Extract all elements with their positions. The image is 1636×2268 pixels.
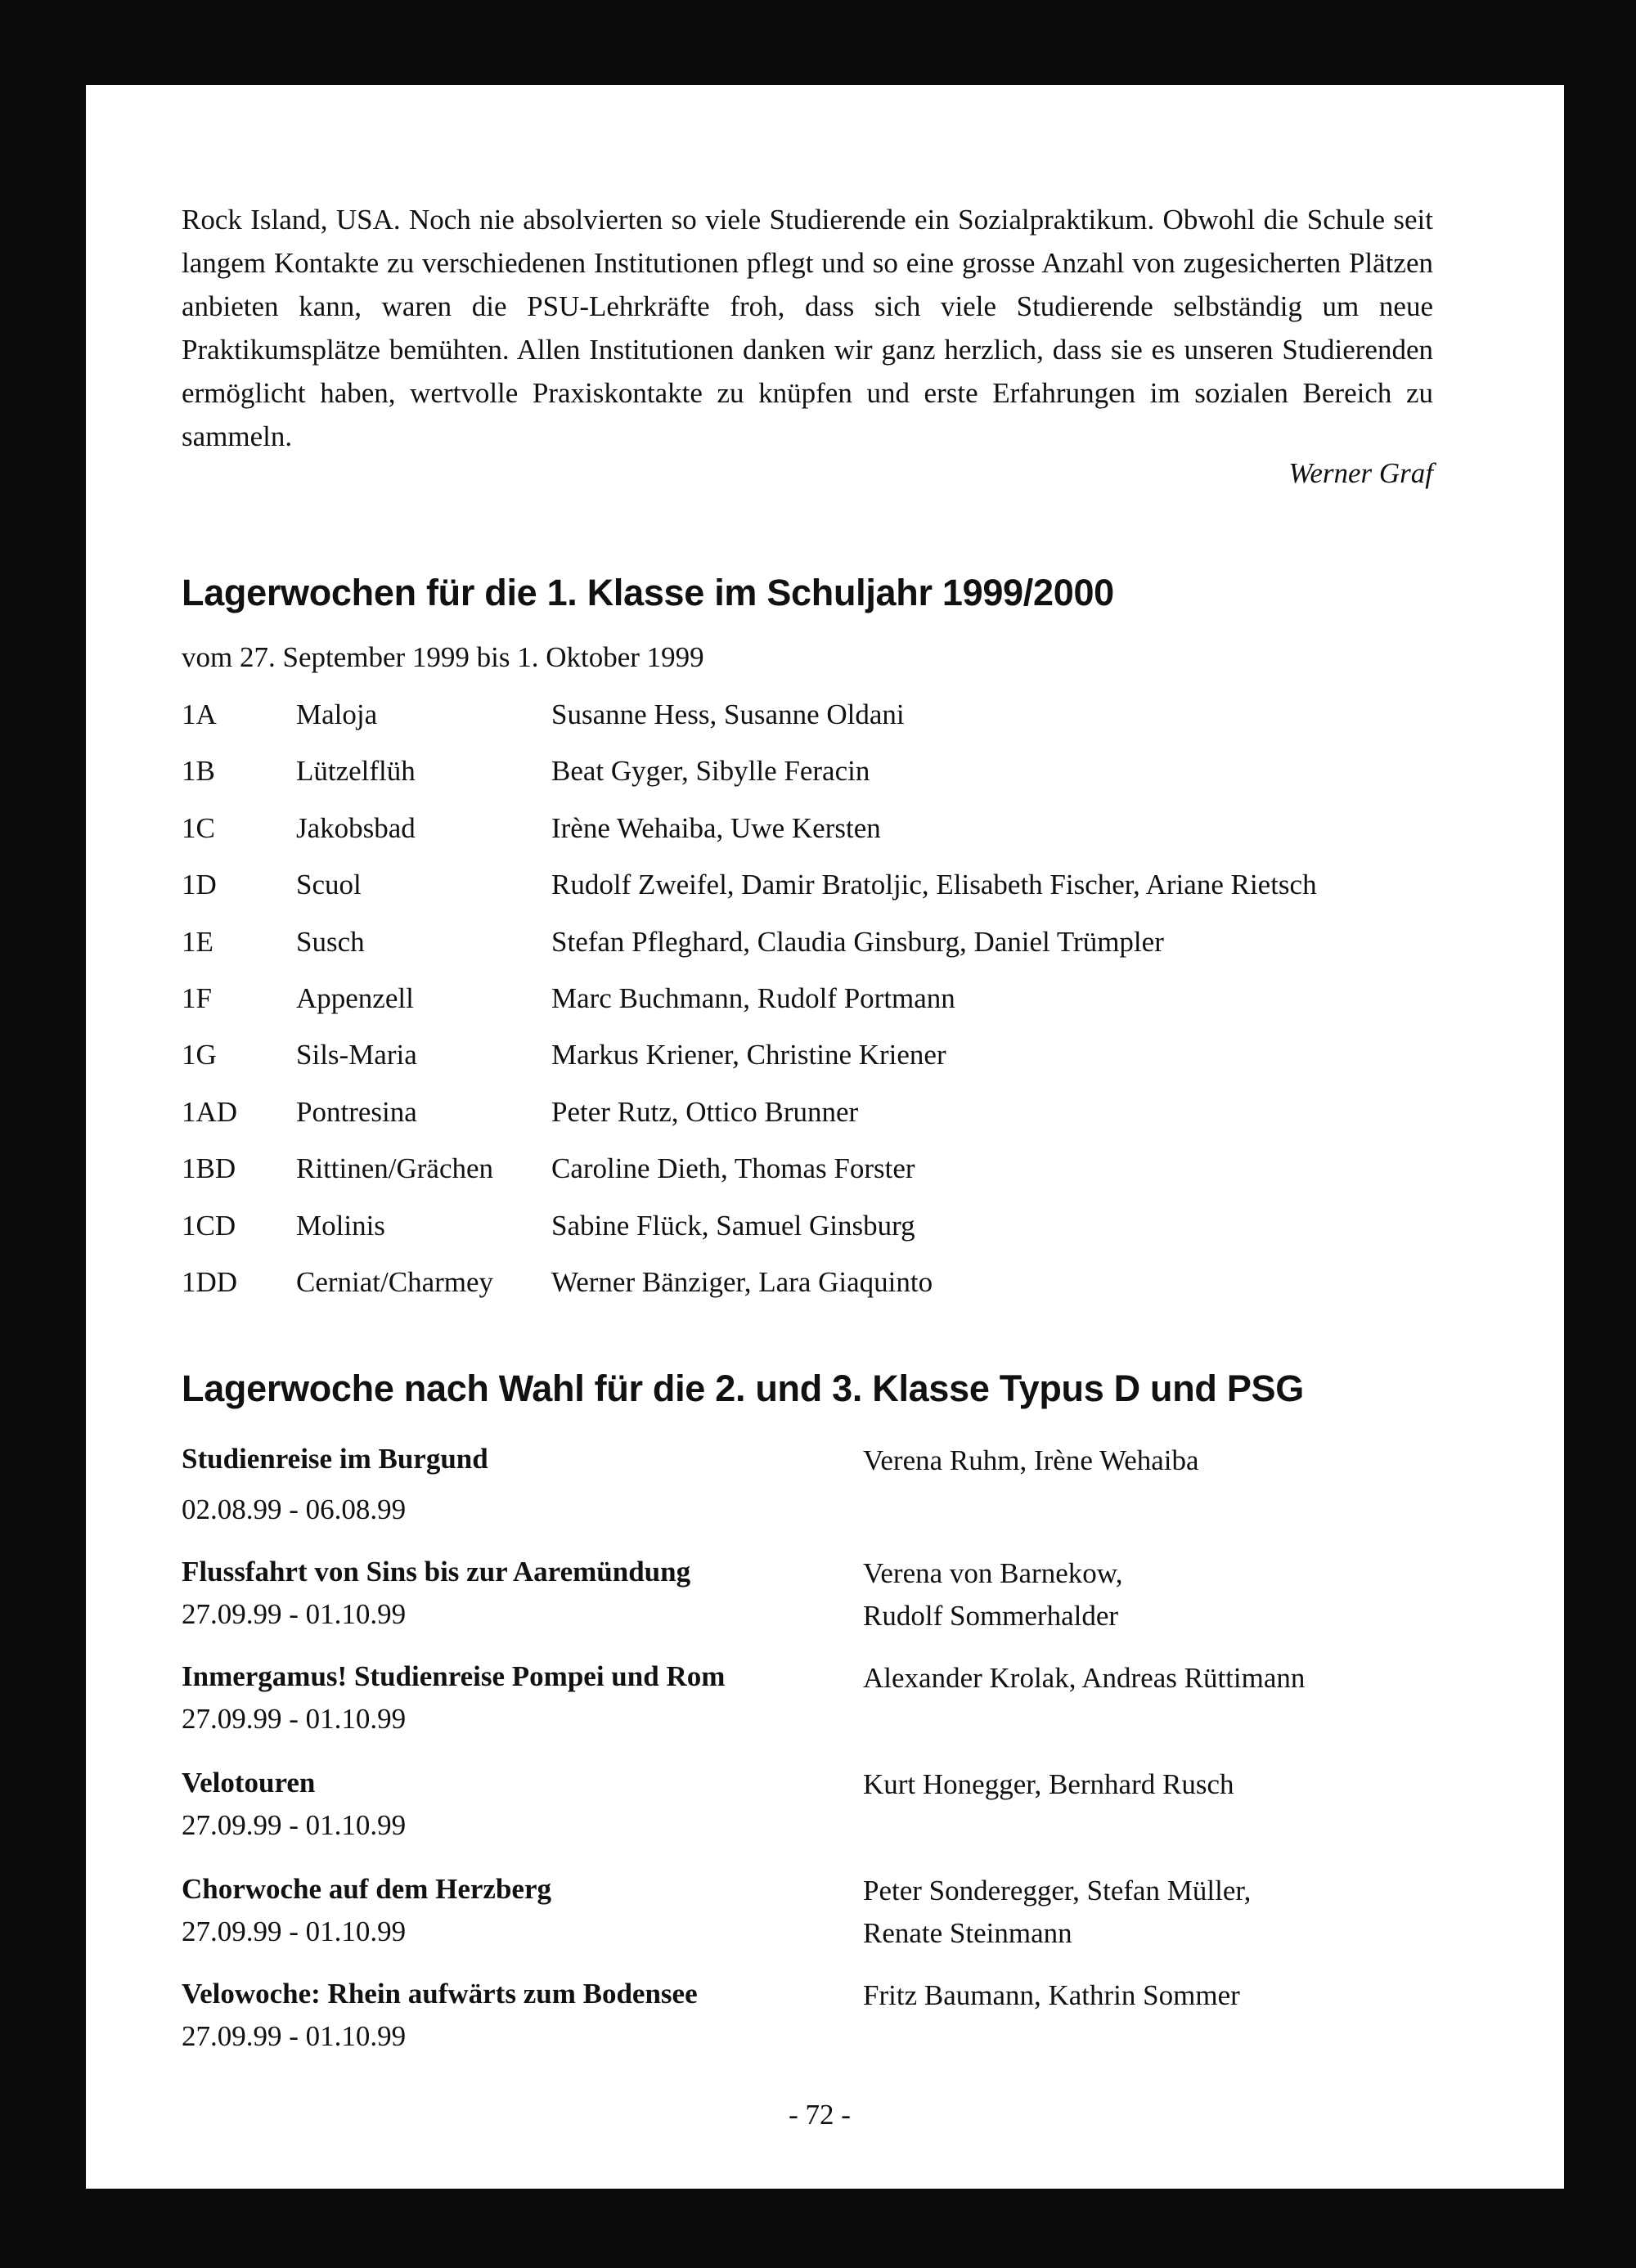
table-row xyxy=(182,926,1433,982)
table-row xyxy=(182,1096,1433,1152)
camp-title: Chorwoche auf dem Herzberg xyxy=(182,1873,551,1905)
table-row xyxy=(182,1210,1433,1266)
camp-dates: 27.09.99 - 01.10.99 xyxy=(182,1598,407,1630)
leaders-line-1: Verena Ruhm, Irène Wehaiba xyxy=(863,1444,1199,1476)
teachers: Markus Kriener, Christine Kriener xyxy=(551,1039,946,1071)
camp-title: Velotouren xyxy=(182,1767,316,1799)
class-code: 1B xyxy=(182,755,215,788)
section-heading-first-class-camps: Lagerwochen für die 1. Klasse im Schuljahr 1999/2000 xyxy=(182,572,1114,613)
camp-location: Jakobsbad xyxy=(296,811,416,844)
camp-location: Maloja xyxy=(296,698,378,730)
class-code: 1C xyxy=(182,811,215,844)
class-code: 1F xyxy=(182,981,212,1014)
class-code: 1DD xyxy=(182,1265,238,1298)
camp-leaders xyxy=(863,1657,1305,1700)
leaders-line-2: Rudolf Sommerhalder xyxy=(863,1600,1119,1632)
section-heading-elective-camps: Lagerwoche nach Wahl für die 2. und 3. Klasse Typus D und PSG xyxy=(182,1368,1304,1409)
leaders-line-2: Renate Steinmann xyxy=(863,1917,1072,1949)
class-camp-table xyxy=(182,698,1433,1323)
intro-paragraph: Rock Island, USA. Noch nie absolvierten so viele Studierende ein Sozialpraktikum. Obwohl die Schule seit langem Kontakte zu verschiedenen Institutionen pflegt und so eine grosse Anzahl von zugesicherten Plätzen anbieten kann, waren die PSU-Lehrkräfte froh, dass sich viele Studierende selbständig um neue Praktikumsplätze bemühten. Allen Institutionen danken wir ganz herzlich, dass sie es unseren Studierenden ermöglicht haben, wertvolle Praxiskontakte zu knüpfen und erste Erfahrungen im sozialen Bereich zu sammeln. xyxy=(182,204,1433,452)
teachers: Irène Wehaiba, Uwe Kersten xyxy=(551,811,881,844)
teachers: Susanne Hess, Susanne Oldani xyxy=(551,698,905,730)
camp-title: Flussfahrt von Sins bis zur Aaremündung xyxy=(182,1556,691,1588)
camp-dates: 27.09.99 - 01.10.99 xyxy=(182,1915,407,1947)
leaders-line-1: Verena von Barnekow, xyxy=(863,1557,1123,1589)
class-code: 1CD xyxy=(182,1209,236,1242)
leaders-line-1: Peter Sonderegger, Stefan Müller, xyxy=(863,1875,1252,1906)
class-code: 1BD xyxy=(182,1152,236,1185)
camp-dates: 27.09.99 - 01.10.99 xyxy=(182,2020,407,2052)
camp-leaders xyxy=(863,1552,1122,1637)
leaders-line-1: Kurt Honegger, Bernhard Rusch xyxy=(863,1768,1234,1800)
camp-dates: 02.08.99 - 06.08.99 xyxy=(182,1493,407,1525)
camp-title: Studienreise im Burgund xyxy=(182,1443,488,1475)
camp-location: Lützelflüh xyxy=(296,755,416,788)
author-signature: Werner Graf xyxy=(1288,457,1433,489)
camp-location: Scuol xyxy=(296,869,362,901)
page-number: - 72 - xyxy=(789,2099,851,2131)
intro-section xyxy=(182,198,1433,458)
class-code: 1A xyxy=(182,698,217,730)
camp-title: Inmergamus! Studienreise Pompei und Rom xyxy=(182,1660,726,1692)
teachers: Sabine Flück, Samuel Ginsburg xyxy=(551,1209,915,1242)
teachers: Werner Bänziger, Lara Giaquinto xyxy=(551,1265,933,1298)
teachers: Caroline Dieth, Thomas Forster xyxy=(551,1152,915,1185)
camp-title: Velowoche: Rhein aufwärts zum Bodensee xyxy=(182,1978,698,2010)
table-row xyxy=(182,1152,1433,1209)
leaders-line-1: Fritz Baumann, Kathrin Sommer xyxy=(863,1979,1240,2011)
camp-location: Sils-Maria xyxy=(296,1039,417,1071)
teachers: Marc Buchmann, Rudolf Portmann xyxy=(551,981,955,1014)
table-row xyxy=(182,755,1433,811)
class-code: 1AD xyxy=(182,1095,238,1128)
camp-location: Pontresina xyxy=(296,1095,417,1128)
teachers: Beat Gyger, Sibylle Feracin xyxy=(551,755,870,788)
document-page xyxy=(86,85,1564,2189)
teachers: Rudolf Zweifel, Damir Bratoljic, Elisabeth Fischer, Ariane Rietsch xyxy=(551,869,1317,901)
table-row xyxy=(182,698,1433,755)
camp-leaders xyxy=(863,1763,1234,1806)
camp-leaders xyxy=(863,1439,1199,1482)
camp-leaders xyxy=(863,1870,1251,1955)
camp-location: Susch xyxy=(296,925,365,958)
table-row xyxy=(182,869,1433,925)
table-row xyxy=(182,1266,1433,1323)
teachers: Stefan Pfleghard, Claudia Ginsburg, Daniel Trümpler xyxy=(551,925,1164,958)
camp-dates: 27.09.99 - 01.10.99 xyxy=(182,1703,407,1735)
camp-location: Appenzell xyxy=(296,981,414,1014)
camp-leaders xyxy=(863,1974,1240,2017)
camp-location: Molinis xyxy=(296,1209,385,1242)
leaders-line-1: Alexander Krolak, Andreas Rüttimann xyxy=(863,1662,1306,1694)
camp-location: Rittinen/Grächen xyxy=(296,1152,494,1185)
teachers: Peter Rutz, Ottico Brunner xyxy=(551,1095,859,1128)
camp-date-range: vom 27. September 1999 bis 1. Oktober 1999 xyxy=(182,641,704,673)
table-row xyxy=(182,812,1433,869)
camp-location: Cerniat/Charmey xyxy=(296,1265,494,1298)
table-row xyxy=(182,982,1433,1039)
class-code: 1G xyxy=(182,1039,217,1071)
class-code: 1E xyxy=(182,925,213,958)
class-code: 1D xyxy=(182,869,217,901)
table-row xyxy=(182,1039,1433,1095)
camp-dates: 27.09.99 - 01.10.99 xyxy=(182,1809,407,1841)
